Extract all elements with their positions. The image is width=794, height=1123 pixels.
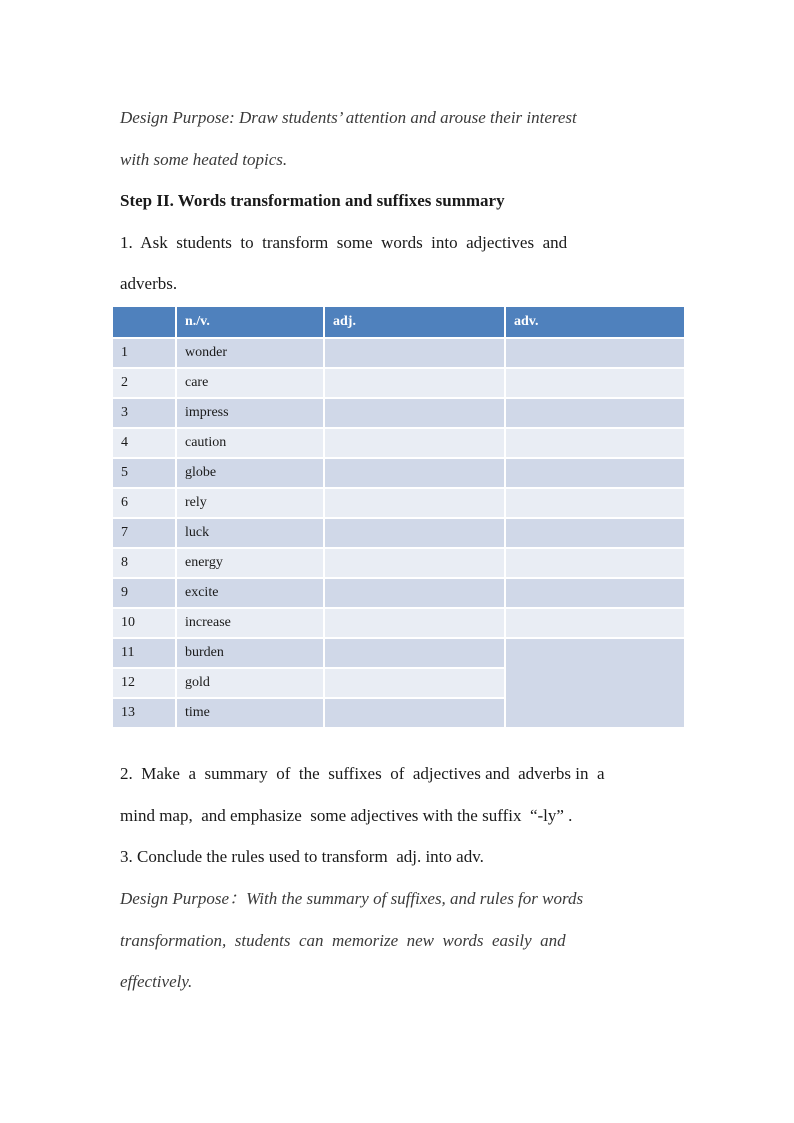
row-adj-blank (324, 668, 505, 698)
row-word: care (176, 368, 324, 398)
row-word: time (176, 698, 324, 728)
table-row (112, 338, 685, 368)
row-word: caution (176, 428, 324, 458)
row-adj-blank (324, 488, 505, 518)
row-word: increase (176, 608, 324, 638)
table-row (112, 398, 685, 428)
table-row (112, 608, 685, 638)
merged-adv-blank (505, 638, 685, 728)
row-number: 11 (112, 638, 176, 668)
step-heading: Step II. Words transformation and suffixes summary (120, 191, 505, 210)
row-word: gold (176, 668, 324, 698)
design-purpose-1-line1: Design Purpose: Draw students’ attention and arouse their interest (120, 108, 577, 127)
row-adj-blank (324, 458, 505, 488)
table-row (112, 428, 685, 458)
row-adj-blank (324, 368, 505, 398)
row-adv-blank (505, 488, 685, 518)
item2-line2: mind map, and emphasize some adjectives with the suffix “-ly” . (120, 806, 573, 825)
row-word: excite (176, 578, 324, 608)
table-row (112, 548, 685, 578)
item1-line2: adverbs. (120, 274, 178, 293)
row-adv-blank (505, 338, 685, 368)
row-adj-blank (324, 398, 505, 428)
header-adjective: adj. (324, 306, 505, 338)
row-adj-blank (324, 428, 505, 458)
row-adv-blank (505, 518, 685, 548)
row-adv-blank (505, 368, 685, 398)
design-purpose-2-line2: transformation, students can memorize new words easily and (120, 931, 566, 950)
row-number: 8 (112, 548, 176, 578)
row-adv-blank (505, 578, 685, 608)
row-number: 5 (112, 458, 176, 488)
row-word: wonder (176, 338, 324, 368)
header-number (112, 306, 176, 338)
row-number: 13 (112, 698, 176, 728)
table-row (112, 488, 685, 518)
table-row (112, 578, 685, 608)
row-number: 6 (112, 488, 176, 518)
row-number: 2 (112, 368, 176, 398)
table-row (112, 458, 685, 488)
row-word: luck (176, 518, 324, 548)
row-number: 4 (112, 428, 176, 458)
item2-line1: 2. Make a summary of the suffixes of adjectives and adverbs in a (120, 764, 605, 783)
row-adj-blank (324, 338, 505, 368)
row-word: globe (176, 458, 324, 488)
row-adv-blank (505, 428, 685, 458)
row-number: 3 (112, 398, 176, 428)
row-word: energy (176, 548, 324, 578)
table-row (112, 518, 685, 548)
item3: 3. Conclude the rules used to transform adj. into adv. (120, 847, 484, 866)
row-adv-blank (505, 548, 685, 578)
row-number: 9 (112, 578, 176, 608)
table-row (112, 368, 685, 398)
row-word: burden (176, 638, 324, 668)
words-table (111, 305, 686, 729)
design-purpose-1-line2: with some heated topics. (120, 150, 288, 169)
item1-line1: 1. Ask students to transform some words into adjectives and (120, 233, 568, 252)
row-number: 10 (112, 608, 176, 638)
row-word: rely (176, 488, 324, 518)
row-adj-blank (324, 698, 505, 728)
row-word: impress (176, 398, 324, 428)
row-adv-blank (505, 608, 685, 638)
row-adj-blank (324, 608, 505, 638)
row-adj-blank (324, 518, 505, 548)
table-row (112, 638, 685, 668)
row-number: 12 (112, 668, 176, 698)
design-purpose-2-line3: effectively. (120, 972, 193, 991)
header-adverb: adv. (505, 306, 685, 338)
row-adv-blank (505, 398, 685, 428)
row-adv-blank (505, 458, 685, 488)
table-header-row (112, 306, 685, 338)
row-adj-blank (324, 638, 505, 668)
row-number: 1 (112, 338, 176, 368)
row-number: 7 (112, 518, 176, 548)
design-purpose-2-line1: Design Purpose：With the summary of suffixes, and rules for words (120, 889, 584, 908)
row-adj-blank (324, 548, 505, 578)
header-noun-verb: n./v. (176, 306, 324, 338)
row-adj-blank (324, 578, 505, 608)
